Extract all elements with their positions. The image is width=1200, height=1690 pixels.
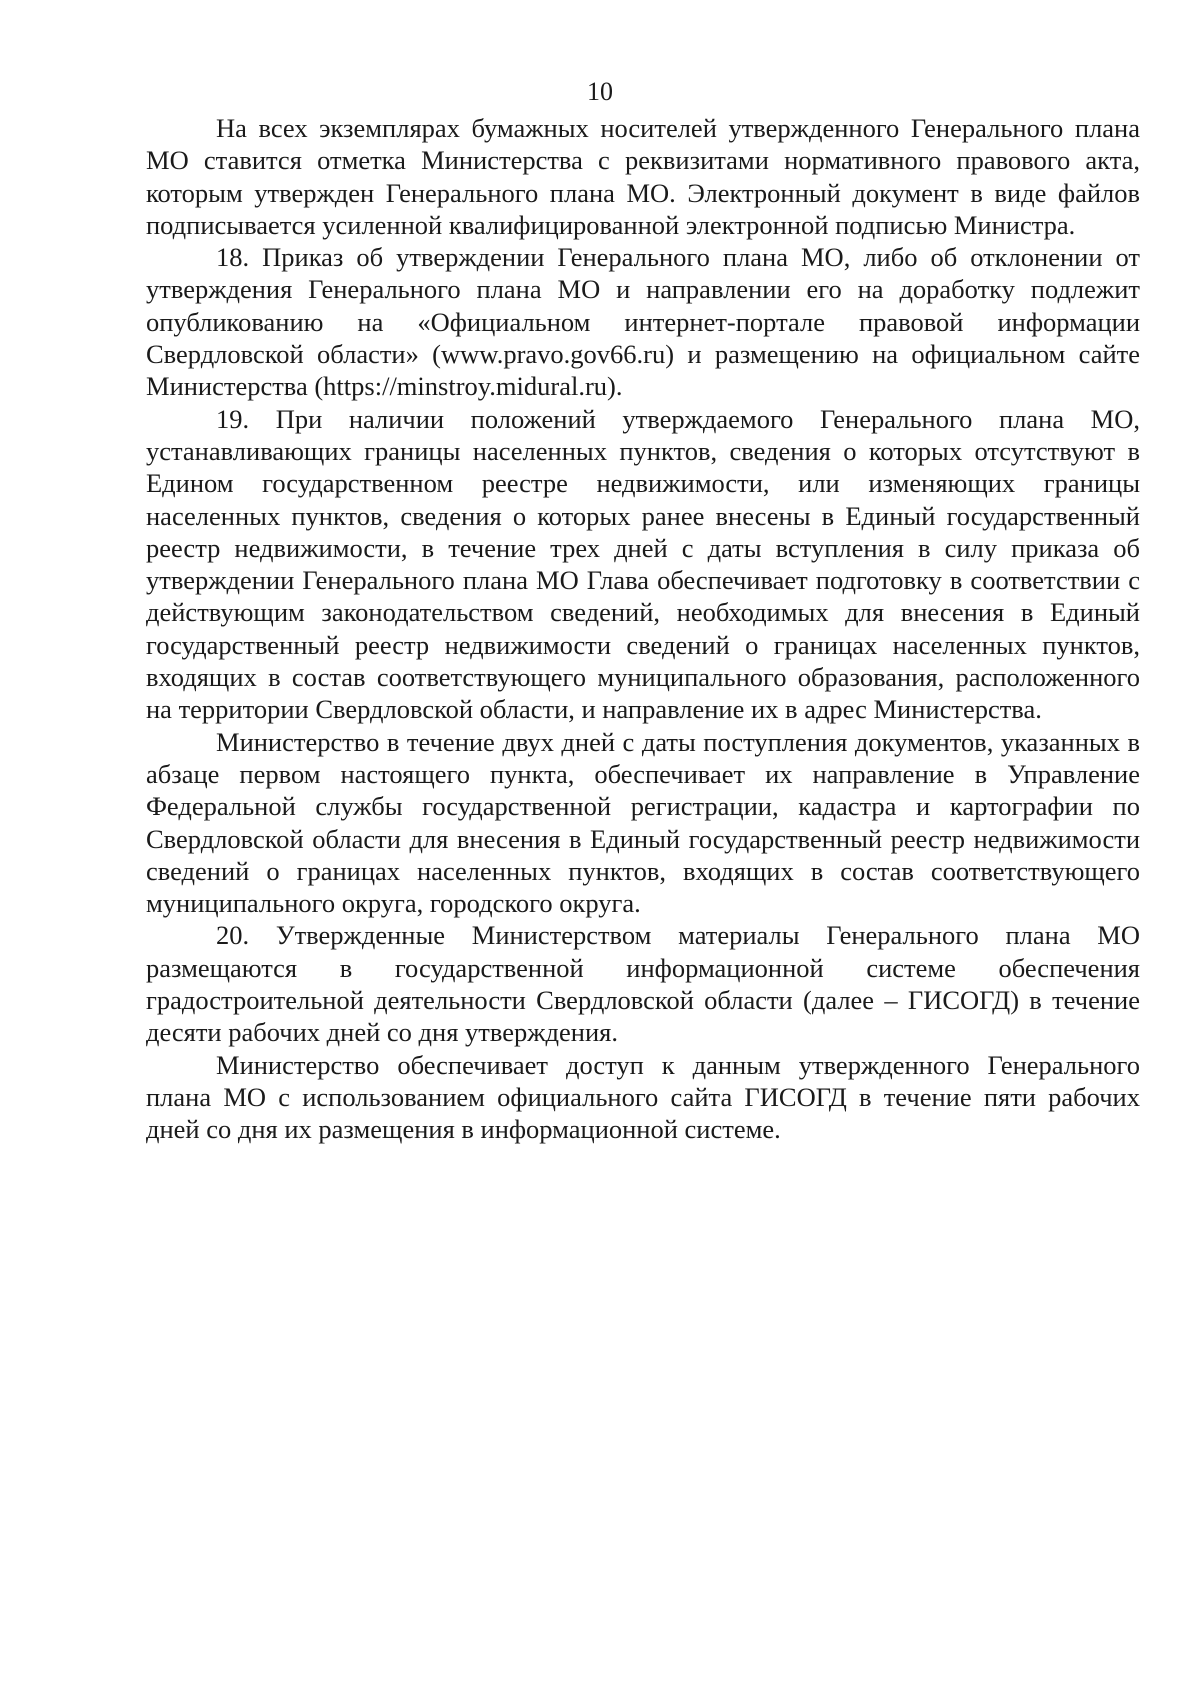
paragraph-ministry-access: Министерство обеспечивает доступ к данным утвержденного Генерального плана МО с использованием официального сайта ГИСОГД в течение пяти рабочих дней со дня их размещения в информационной системе.: [146, 1049, 1140, 1145]
paragraph-gen-plan-copies: На всех экземплярах бумажных носителей утвержденного Генерального плана МО ставится отметка Министерства с реквизитами нормативного правового акта, которым утвержден Генерального плана МО. Электронный документ в виде файлов подписывается усиленной квалифицированной электронной подписью Министра.: [146, 113, 1140, 240]
paragraph-18-publication: 18. Приказ об утверждении Генерального плана МО, либо об отклонении от утверждения Генерального плана МО и направлении его на доработку подлежит опубликованию на «Официальном интернет-портале правовой информации Свердловской области» (www.pravo.gov66.ru) и размещению на официальном сайте Министерства (https://minstroy.midural.ru).: [146, 242, 1140, 402]
paragraph-19-boundaries: 19. При наличии положений утверждаемого Генерального плана МО, устанавливающих границы населенных пунктов, сведения о которых отсутствуют в Едином государственном реестре недвижимости, или изменяющих границы населенных пунктов, сведения о которых ранее внесены в Единый государственный реестр недвижимости, в течение трех дней с даты вступления в силу приказа об утверждении Генерального плана МО Глава обеспечивает подготовку в соответствии с действующим законодательством сведений, необходимых для внесения в Единый государственный реестр недвижимости сведений о границах населенных пунктов, входящих в состав соответствующего муниципального образования, расположенного на территории Свердловской области, и направление их в адрес Министерства.: [146, 403, 1140, 725]
document-body: [146, 112, 1140, 1146]
page-number: 10: [587, 77, 613, 106]
paragraph-ministry-forwarding: Министерство в течение двух дней с даты поступления документов, указанных в абзаце первом настоящего пункта, обеспечивает их направление в Управление Федеральной службы государственной регистрации, кадастра и картографии по Свердловской области для внесения в Единый государственный реестр недвижимости сведений о границах населенных пунктов, входящих в состав соответствующего муниципального округа, городского округа.: [146, 726, 1140, 919]
paragraph-20-gisogd: 20. Утвержденные Министерством материалы Генерального плана МО размещаются в государственной информационной системе обеспечения градостроительной деятельности Свердловской области (далее – ГИСОГД) в течение десяти рабочих дней со дня утверждения.: [146, 920, 1140, 1048]
